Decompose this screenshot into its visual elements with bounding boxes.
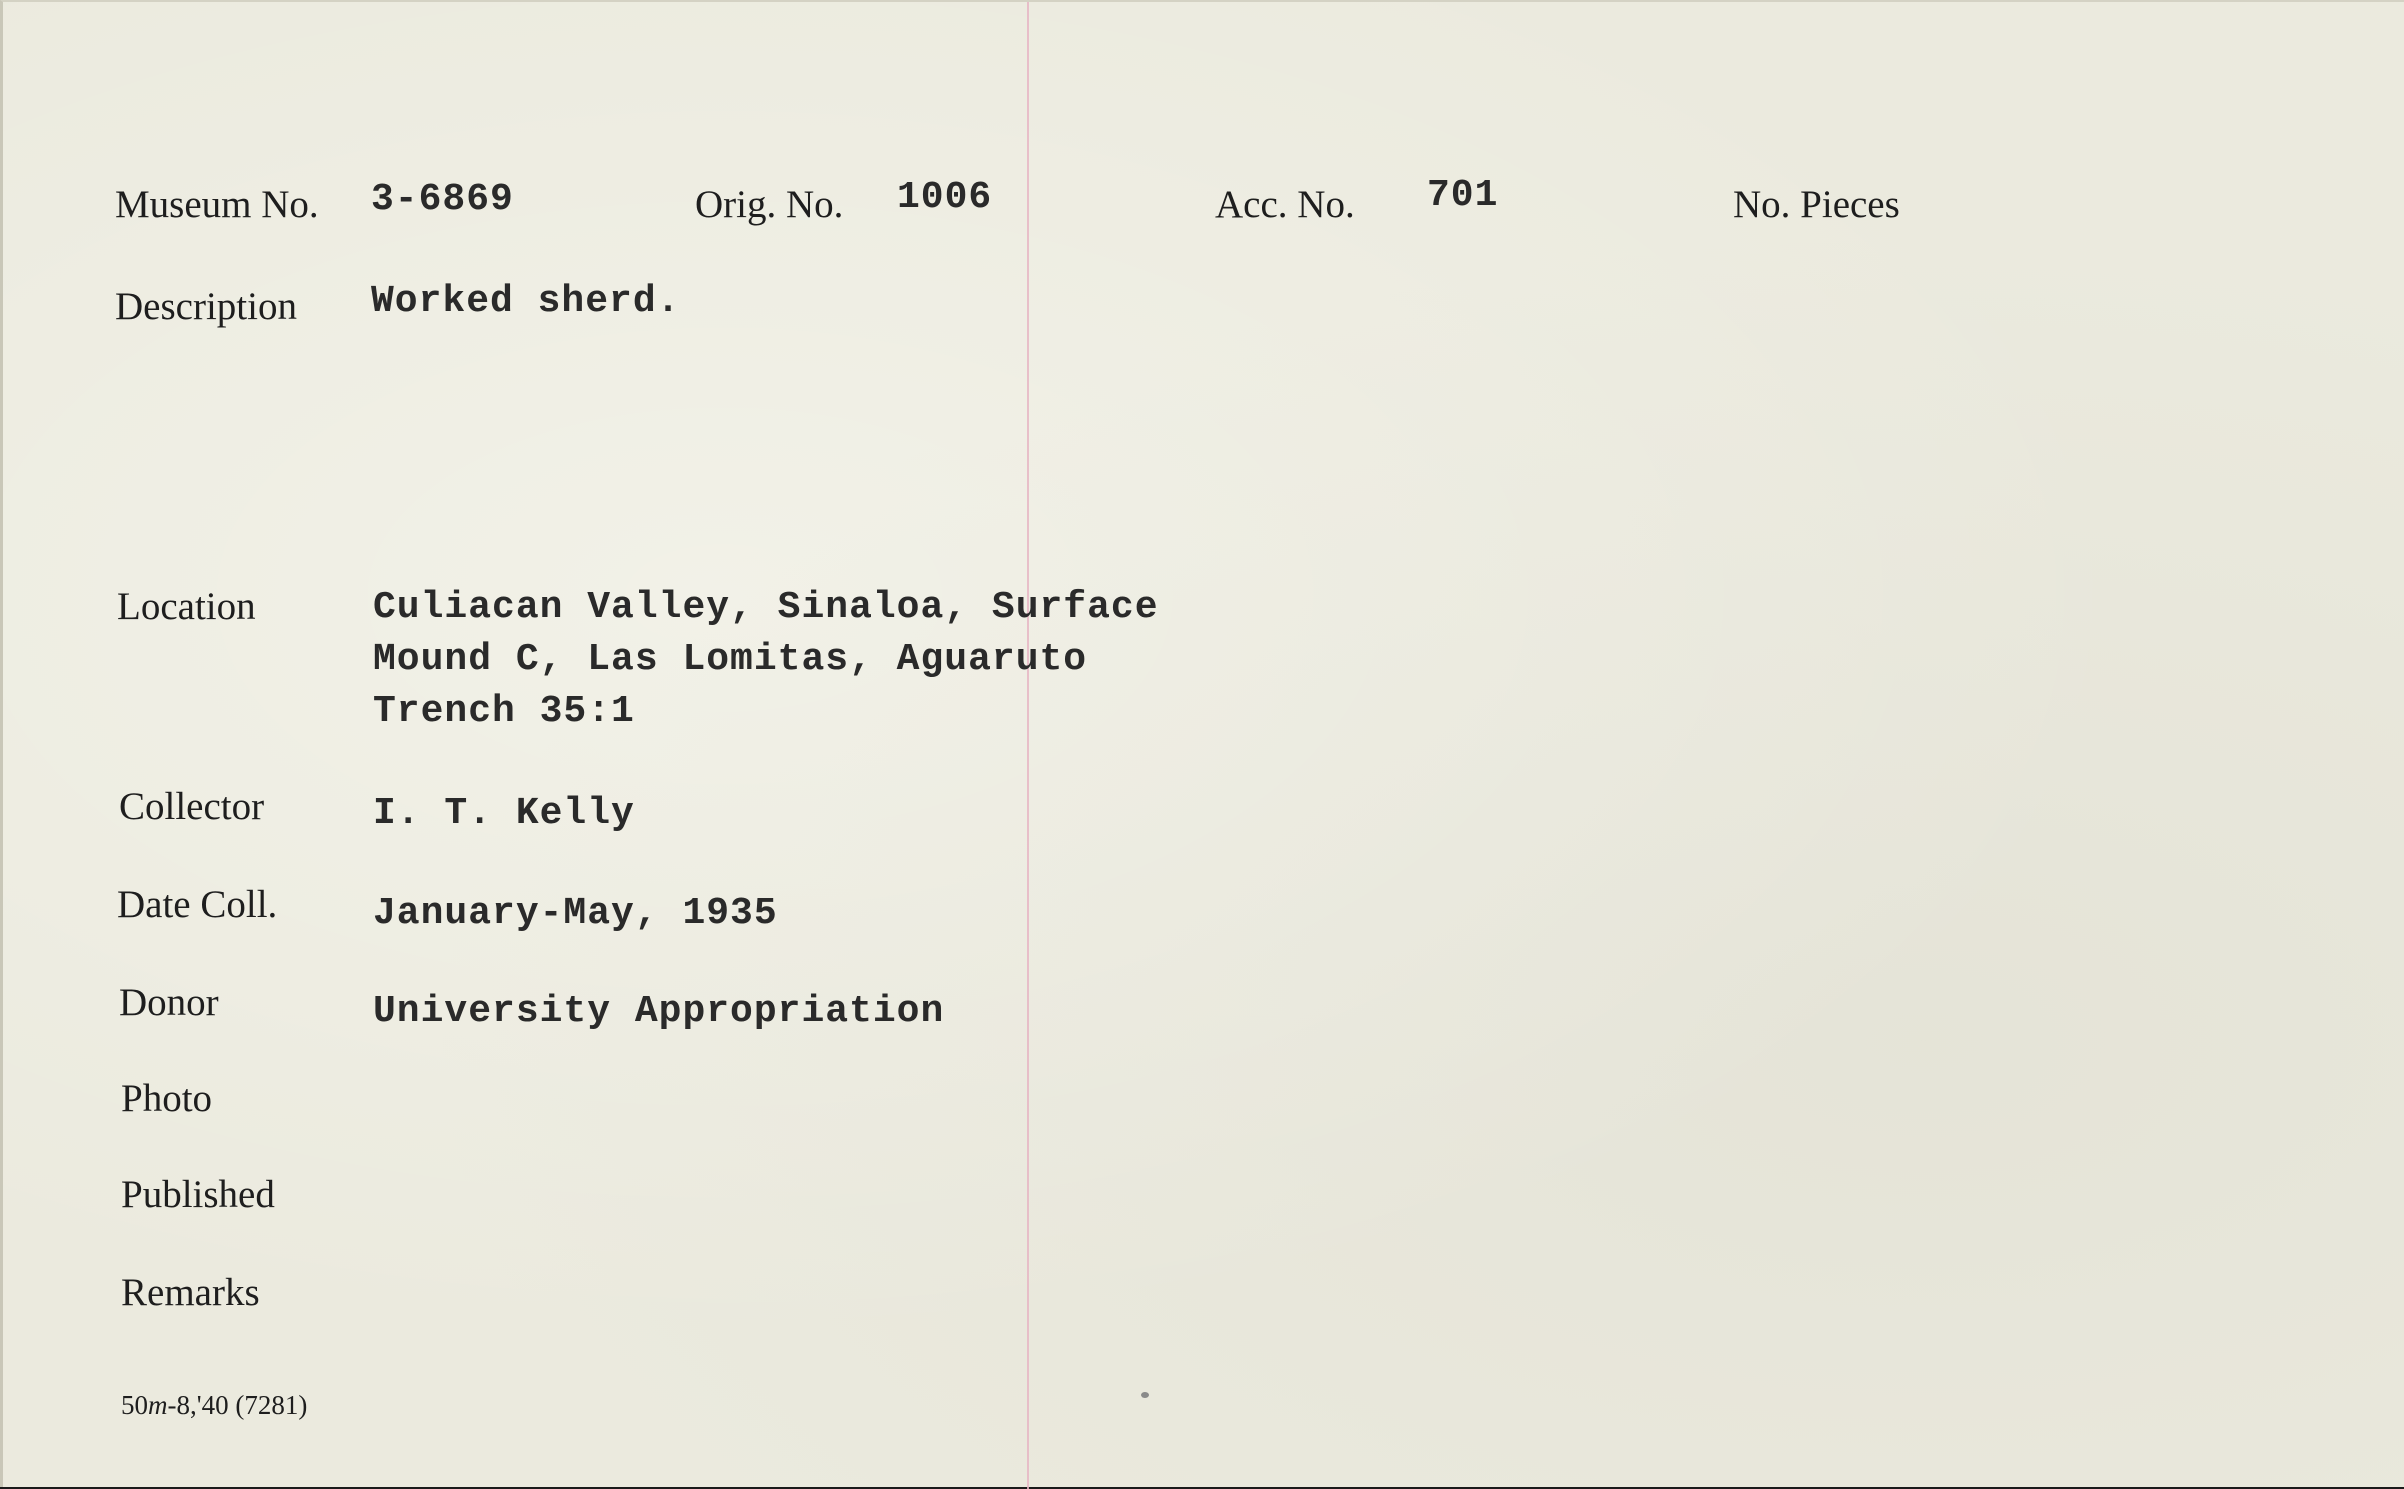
acc-no-value: 701 (1427, 174, 1499, 217)
location-label: Location (117, 585, 256, 628)
print-code-italic: m (148, 1390, 168, 1420)
description-label: Description (115, 285, 297, 328)
date-coll-label: Date Coll. (117, 883, 278, 926)
location-line: Mound C, Las Lomitas, Aguaruto (373, 638, 1088, 681)
donor-label: Donor (119, 981, 219, 1024)
acc-no-label: Acc. No. (1215, 183, 1355, 226)
no-pieces-label: No. Pieces (1733, 183, 1900, 226)
remarks-label: Remarks (121, 1271, 260, 1314)
collector-value: I. T. Kelly (373, 792, 635, 835)
photo-label: Photo (121, 1077, 213, 1120)
margin-rule (1027, 2, 1029, 1489)
museum-no-label: Museum No. (115, 183, 319, 226)
donor-value: University Appropriation (373, 990, 945, 1033)
museum-no-value: 3-6869 (371, 178, 514, 221)
print-code-suffix: -8,'40 (7281) (167, 1390, 308, 1420)
published-label: Published (121, 1173, 275, 1216)
orig-no-label: Orig. No. (695, 183, 844, 226)
orig-no-value: 1006 (897, 176, 993, 219)
paper-speck (1141, 1392, 1149, 1398)
description-value: Worked sherd. (371, 280, 681, 323)
print-code-prefix: 50 (121, 1390, 148, 1420)
print-code (121, 1390, 307, 1421)
location-line: Culiacan Valley, Sinaloa, Surface (373, 586, 1159, 629)
collector-label: Collector (119, 785, 265, 828)
date-coll-value: January-May, 1935 (373, 892, 778, 935)
location-line: Trench 35:1 (373, 690, 635, 733)
location-value (373, 582, 1159, 738)
